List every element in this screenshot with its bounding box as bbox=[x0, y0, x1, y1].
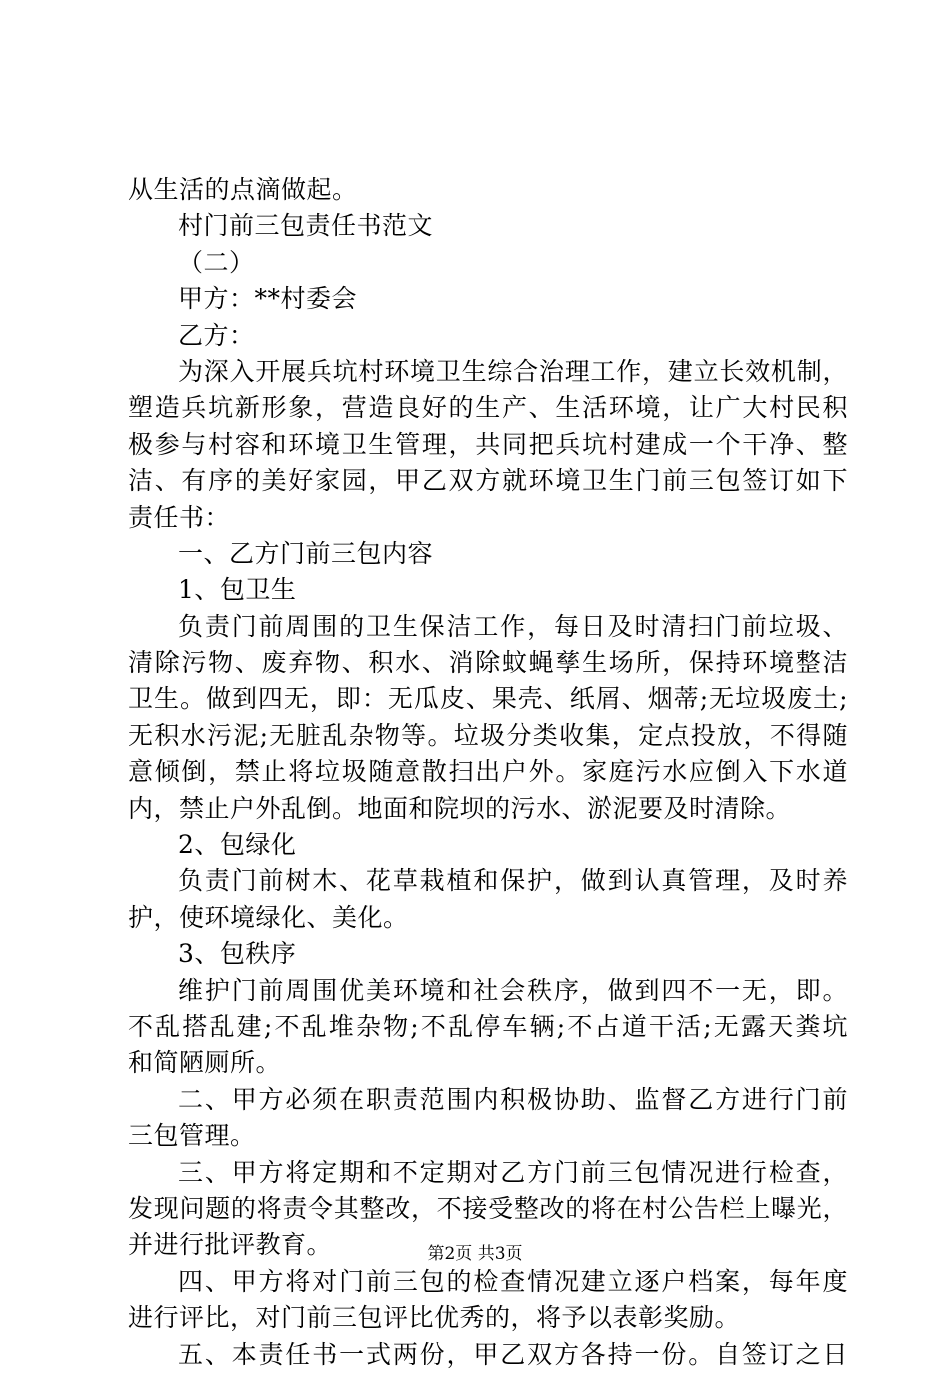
text-line: 无积水污泥;无脏乱杂物等。垃圾分类收集，定点投放，不得随 bbox=[128, 720, 848, 750]
text-line: 村门前三包责任书范文 bbox=[178, 211, 434, 241]
text-line: 甲方：**村委会 bbox=[178, 284, 358, 314]
text-line: 极参与村容和环境卫生管理，共同把兵坑村建成一个干净、整 bbox=[128, 429, 848, 459]
text-line: 意倾倒，禁止将垃圾随意散扫出户外。家庭污水应倒入下水道 bbox=[128, 757, 848, 787]
text-line: 维护门前周围优美环境和社会秩序，做到四不一无，即。 bbox=[178, 975, 848, 1005]
text-line: 2、包绿化 bbox=[178, 830, 297, 860]
document-body bbox=[128, 172, 848, 1373]
text-line: 发现问题的将责令其整改，不接受整改的将在村公告栏上曝光， bbox=[128, 1193, 848, 1223]
text-line: 进行评比，对门前三包评比优秀的，将予以表彰奖励。 bbox=[128, 1303, 741, 1333]
text-line: 1、包卫生 bbox=[178, 575, 297, 605]
text-line: 三、甲方将定期和不定期对乙方门前三包情况进行检查， bbox=[178, 1157, 848, 1187]
text-line: 清除污物、废弃物、积水、消除蚊蝇孳生场所，保持环境整洁 bbox=[128, 648, 848, 678]
text-line: 3、包秩序 bbox=[178, 939, 297, 969]
text-line: 五、本责任书一式两份，甲乙双方各持一份。自签订之日 bbox=[178, 1339, 848, 1369]
text-line: 洁、有序的美好家园，甲乙双方就环境卫生门前三包签订如下 bbox=[128, 466, 848, 496]
text-line: 三包管理。 bbox=[128, 1121, 256, 1151]
page-footer: 第2页 共3页 bbox=[427, 1244, 523, 1264]
text-line: 塑造兵坑新形象，营造良好的生产、生活环境，让广大村民积 bbox=[128, 393, 848, 423]
text-line: 和简陋厕所。 bbox=[128, 1048, 282, 1078]
text-line: 不乱搭乱建;不乱堆杂物;不乱停车辆;不占道干活;无露天粪坑 bbox=[128, 1011, 848, 1041]
text-line: 为深入开展兵坑村环境卫生综合治理工作，建立长效机制， bbox=[178, 356, 848, 386]
text-line: 四、甲方将对门前三包的检查情况建立逐户档案，每年度 bbox=[178, 1266, 848, 1296]
text-line: 一、乙方门前三包内容 bbox=[178, 538, 434, 568]
text-line: 内，禁止户外乱倒。地面和院坝的污水、淤泥要及时清除。 bbox=[128, 793, 792, 823]
text-line: 并进行批评教育。 bbox=[128, 1230, 333, 1260]
text-line: 负责门前周围的卫生保洁工作，每日及时清扫门前垃圾、 bbox=[178, 611, 848, 641]
text-line: （二） bbox=[178, 247, 255, 277]
text-line: 负责门前树木、花草栽植和保护，做到认真管理，及时养 bbox=[178, 866, 848, 896]
text-line: 乙方： bbox=[178, 320, 255, 350]
text-line: 护，使环境绿化、美化。 bbox=[128, 902, 409, 932]
text-line: 卫生。做到四无，即：无瓜皮、果壳、纸屑、烟蒂;无垃圾废土; bbox=[128, 684, 848, 714]
text-line: 从生活的点滴做起。 bbox=[128, 175, 358, 204]
text-line: 二、甲方必须在职责范围内积极协助、监督乙方进行门前 bbox=[178, 1084, 848, 1114]
text-line: 责任书： bbox=[128, 502, 231, 532]
